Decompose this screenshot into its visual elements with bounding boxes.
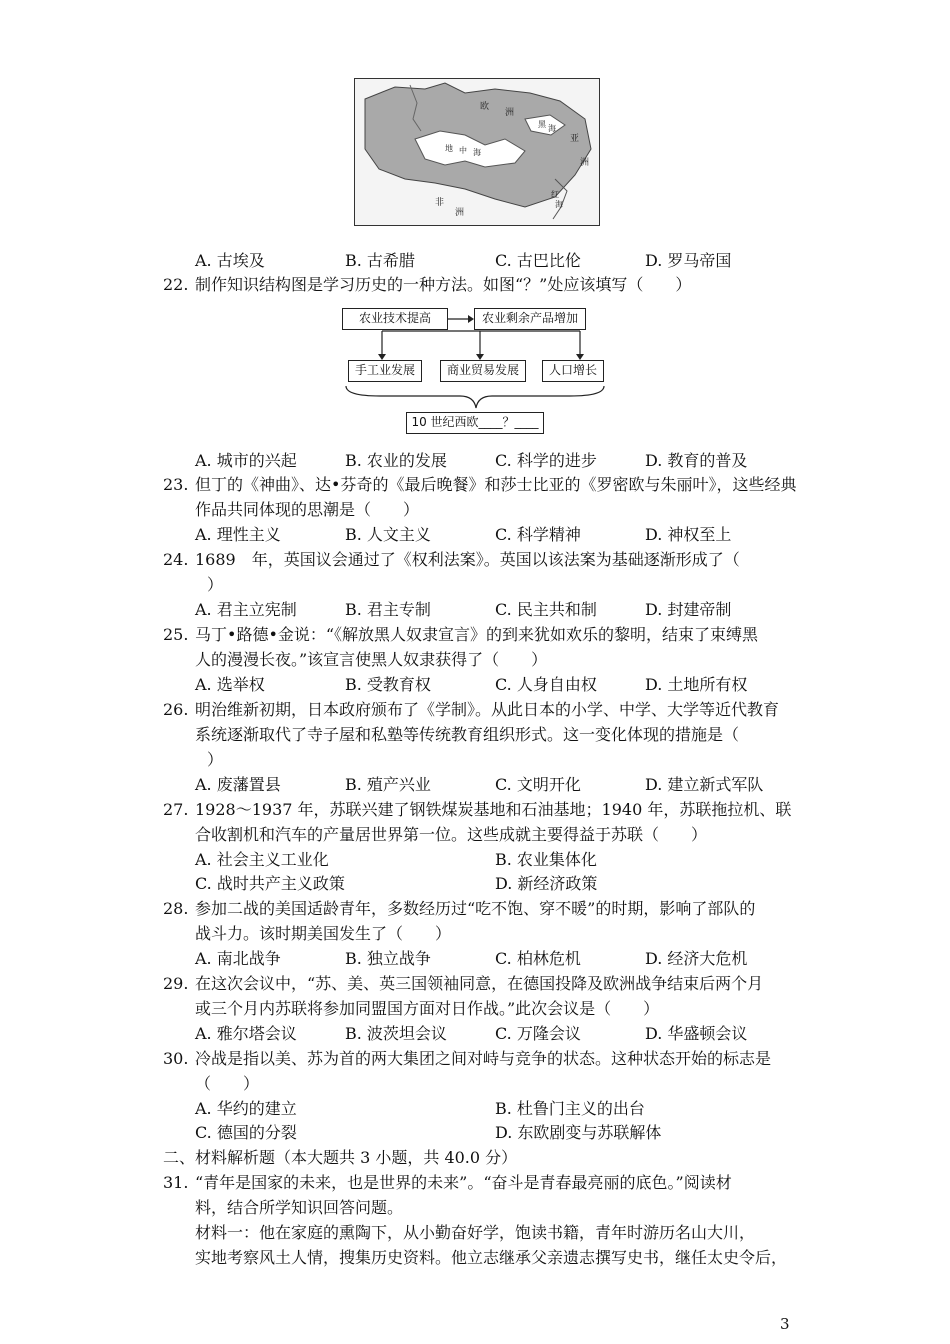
svg-text:中: 中 (459, 146, 467, 155)
svg-text:地: 地 (445, 144, 453, 153)
svg-text:海: 海 (473, 148, 481, 157)
box-population: 人口增长 (542, 360, 604, 382)
q22-option-c: C. 科学的进步 (495, 451, 597, 470)
q22-number: 22. (163, 275, 189, 294)
svg-text:洲: 洲 (505, 108, 515, 118)
q23-line-1: 但丁的《神曲》、达•芬奇的《最后晚餐》和莎士比亚的《罗密欧与朱丽叶》，这些经典 (195, 475, 797, 494)
q30-line-1: 冷战是指以美、苏为首的两大集团之间对峙与竞争的状态。这种状态开始的标志是 (195, 1049, 772, 1068)
q23-option-a: A. 理性主义 (195, 525, 281, 544)
box-trade: 商业贸易发展 (440, 360, 526, 382)
page-number: 3 (780, 1315, 790, 1333)
q29-option-d: D. 华盛顿会议 (645, 1024, 748, 1043)
q28-line-2: 战斗力。该时期美国发生了（ ） (195, 924, 452, 943)
q27-line-2: 合收割机和汽车的产量居世界第一位。这些成就主要得益于苏联（ ） (195, 825, 708, 844)
section-two-heading: 二、材料解析题（本大题共 3 小题，共 40.0 分） (163, 1148, 518, 1167)
svg-text:海: 海 (555, 200, 563, 209)
q25-option-c: C. 人身自由权 (495, 675, 597, 694)
q23-option-d: D. 神权至上 (645, 525, 732, 544)
q21-option-a: A. 古埃及 (195, 251, 265, 270)
q30-line-2: （ ） (195, 1074, 260, 1093)
q28-option-c: C. 柏林危机 (495, 949, 581, 968)
q22-option-d: D. 教育的普及 (645, 451, 748, 470)
q29-line-2: 或三个月内苏联将参加同盟国方面对日作战。”此次会议是（ ） (195, 999, 660, 1018)
q28-number: 28. (163, 899, 189, 918)
q27-option-d: D. 新经济政策 (495, 874, 598, 893)
q27-line-1: 1928～1937 年，苏联兴建了钢铁煤炭基地和石油基地；1940 年，苏联拖拉机、联 (195, 800, 792, 819)
roman-empire-map (354, 78, 600, 226)
q21-option-d: D. 罗马帝国 (645, 251, 732, 270)
q24-line-2: ） (207, 575, 224, 594)
svg-text:非: 非 (435, 198, 445, 208)
q23-line-2: 作品共同体现的思潮是（ ） (195, 500, 420, 519)
q28-line-1: 参加二战的美国适龄青年，多数经历过“吃不饱、穿不暖”的时期，影响了部队的 (195, 899, 756, 918)
q24-option-a: A. 君主立宪制 (195, 600, 297, 619)
q25-option-d: D. 土地所有权 (645, 675, 748, 694)
q23-number: 23. (163, 475, 189, 494)
q31-line-2: 料，结合所学知识回答问题。 (195, 1198, 404, 1217)
svg-text:红: 红 (551, 190, 559, 199)
q25-line-2: 人的漫漫长夜。”该宣言使黑人奴隶获得了（ ） (195, 650, 548, 669)
q26-option-b: B. 殖产兴业 (345, 775, 431, 794)
q31-line-3: 材料一：他在家庭的熏陶下，从小勤奋好学，饱读书籍，青年时游历名山大川， (195, 1223, 756, 1242)
svg-text:黑: 黑 (538, 120, 546, 129)
q29-option-c: C. 万隆会议 (495, 1024, 581, 1043)
q27-number: 27. (163, 800, 189, 819)
q30-option-c: C. 德国的分裂 (195, 1123, 297, 1142)
svg-text:洲: 洲 (455, 208, 465, 218)
q31-line-1: “青年是国家的未来，也是世界的未来”。“奋斗是青春最亮丽的底色。”阅读材 (195, 1173, 732, 1192)
q26-line-3: ） (207, 750, 224, 769)
knowledge-structure-diagram (340, 300, 610, 440)
q24-option-b: B. 君主专制 (345, 600, 431, 619)
map-icon (355, 79, 599, 225)
q25-option-b: B. 受教育权 (345, 675, 431, 694)
q23-option-b: B. 人文主义 (345, 525, 431, 544)
q26-option-d: D. 建立新式军队 (645, 775, 764, 794)
q22-option-b: B. 农业的发展 (345, 451, 447, 470)
q28-option-a: A. 南北战争 (195, 949, 281, 968)
q25-number: 25. (163, 625, 189, 644)
q26-line-1: 明治维新初期，日本政府颁布了《学制》。从此日本的小学、中学、大学等近代教育 (195, 700, 780, 719)
q29-number: 29. (163, 974, 189, 993)
q24-option-c: C. 民主共和制 (495, 600, 597, 619)
box-agri-tech: 农业技术提高 (342, 308, 448, 330)
q24-number: 24. (163, 550, 189, 569)
q27-option-c: C. 战时共产主义政策 (195, 874, 345, 893)
box-handicraft: 手工业发展 (348, 360, 422, 382)
q31-number: 31. (163, 1173, 189, 1192)
q26-line-2: 系统逐渐取代了寺子屋和私塾等传统教育组织形式。这一变化体现的措施是（ (195, 725, 740, 744)
q29-option-b: B. 波茨坦会议 (345, 1024, 447, 1043)
q22-option-a: A. 城市的兴起 (195, 451, 297, 470)
q26-number: 26. (163, 700, 189, 719)
svg-text:海: 海 (548, 124, 556, 133)
q24-line-1: 1689 年，英国议会通过了《权利法案》。英国以该法案为基础逐渐形成了（ (195, 550, 740, 569)
svg-text:洲: 洲 (580, 158, 590, 168)
q30-option-b: B. 杜鲁门主义的出台 (495, 1099, 645, 1118)
svg-text:亚: 亚 (570, 134, 580, 144)
q30-option-a: A. 华约的建立 (195, 1099, 297, 1118)
q30-option-d: D. 东欧剧变与苏联解体 (495, 1123, 662, 1142)
q21-option-b: B. 古希腊 (345, 251, 415, 270)
q26-option-c: C. 文明开化 (495, 775, 581, 794)
box-result: 10 世纪西欧____？____ (406, 412, 544, 434)
q21-option-c: C. 古巴比伦 (495, 251, 581, 270)
q23-option-c: C. 科学精神 (495, 525, 581, 544)
q26-option-a: A. 废藩置县 (195, 775, 281, 794)
q22-stem: 制作知识结构图是学习历史的一种方法。如图“？”处应该填写（ ） (195, 275, 692, 294)
svg-text:欧: 欧 (480, 102, 490, 112)
q25-line-1: 马丁•路德•金说：“《解放黑人奴隶宣言》的到来犹如欢乐的黎明，结束了束缚黑 (195, 625, 759, 644)
q25-option-a: A. 选举权 (195, 675, 265, 694)
q24-option-d: D. 封建帝制 (645, 600, 732, 619)
q29-option-a: A. 雅尔塔会议 (195, 1024, 297, 1043)
q27-option-a: A. 社会主义工业化 (195, 850, 329, 869)
q31-line-4: 实地考察风土人情，搜集历史资料。他立志继承父亲遗志撰写史书，继任太史令后， (195, 1248, 788, 1267)
q29-line-1: 在这次会议中，“苏、美、英三国领袖同意，在德国投降及欧洲战争结束后两个月 (195, 974, 764, 993)
box-agri-surplus: 农业剩余产品增加 (474, 308, 586, 330)
q27-option-b: B. 农业集体化 (495, 850, 597, 869)
q30-number: 30. (163, 1049, 189, 1068)
q28-option-b: B. 独立战争 (345, 949, 431, 968)
q28-option-d: D. 经济大危机 (645, 949, 748, 968)
